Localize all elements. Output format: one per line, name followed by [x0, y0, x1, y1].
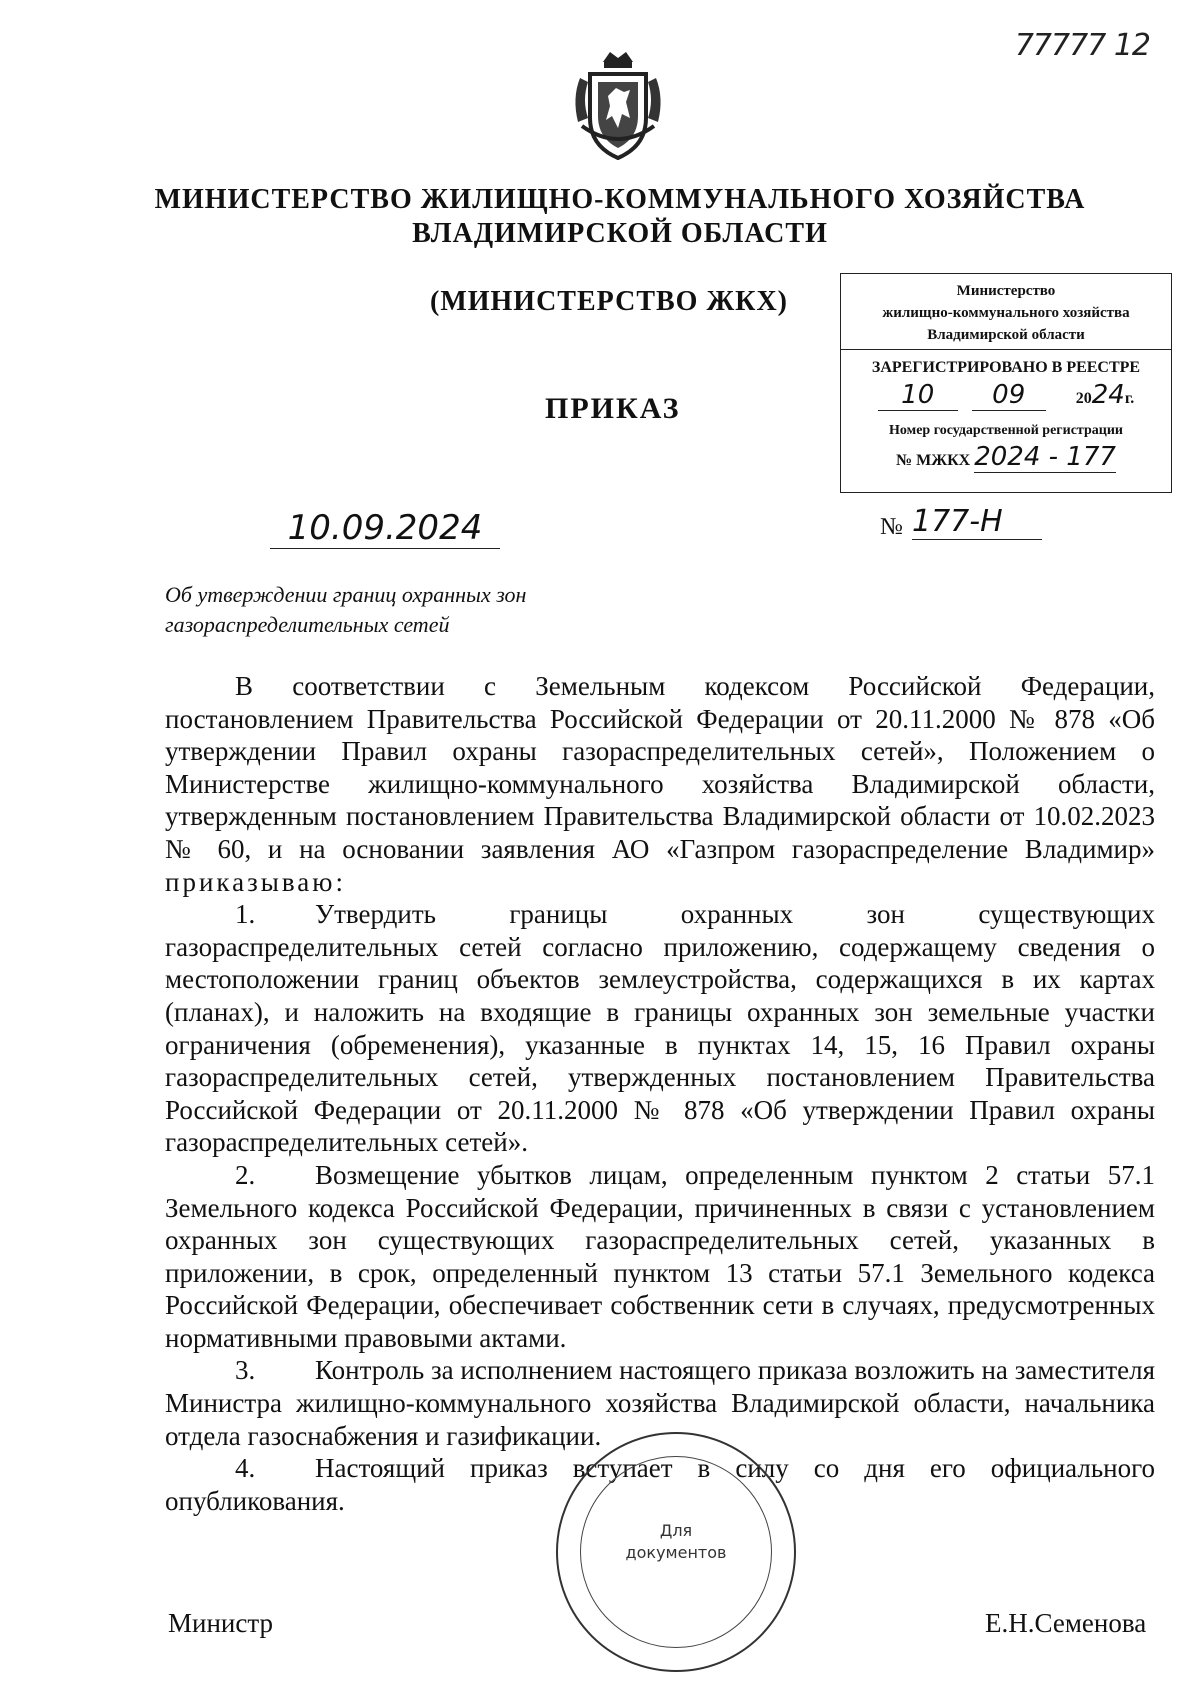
registration-org-line: Владимирской области [927, 327, 1085, 343]
order-item [165, 1159, 1155, 1355]
preamble-paragraph [165, 670, 1155, 898]
order-date: 10.09.2024 [270, 508, 500, 549]
registration-number-value: 2024 - 177 [974, 442, 1116, 472]
signer-name: Е.Н.Семенова [985, 1608, 1147, 1638]
signer-title: Министр [168, 1608, 273, 1638]
registration-number-label: Номер государственной регистрации [889, 423, 1123, 438]
order-number-label: № [880, 514, 903, 540]
registered-label: ЗАРЕГИСТРИРОВАНО В РЕЕСТРЕ [871, 359, 1141, 376]
preamble-text: В соответствии с Земельным кодексом Российской Федерации, постановлением Правительства Российской Федерации от 20.11.2000 № 878 «Об утверждении Правил охраны газораспределительных сетей», Положением о Министерстве жилищно-коммунального хозяйства Владимирской области, утвержденным постановлением Правительства Владимирской области от 10.02.2023 № 60, и на основании заявления АО «Газпром газораспределение Владимир» [165, 671, 1155, 864]
preamble-action: приказываю: [165, 866, 346, 897]
subject-line: Об утверждении границ охранных зон [165, 582, 527, 607]
order-item [165, 898, 1155, 1159]
registration-date [841, 379, 1171, 417]
registration-date-day: 10 [878, 380, 958, 411]
ministry-short-name: (МИНИСТЕРСТВО ЖКХ) [430, 286, 788, 317]
registration-date-month: 09 [972, 380, 1046, 411]
registration-number [841, 442, 1171, 472]
registration-year-suffix: 24 [1091, 380, 1125, 410]
item-text: Возмещение убытков лицам, определенным пунктом 2 статьи 57.1 Земельного кодекса Российской Федерации, причиненных в связи с установлением охранных зон существующих газораспределительных сетей, указанных в приложении, в срок, определенный пунктом 13 статьи 57.1 Земельного кодекса Российской Федерации, обеспечивает собственник сети в случаях, предусмотренных нормативными правовыми актами. [165, 1159, 1155, 1353]
item-text: Утвердить границы охранных зон существующих газораспределительных сетей согласно приложению, содержащему сведения о местоположении границ объектов землеустройства, содержащихся в их картах (планах), и наложить на входящие в границы охранных зон земельные участки ограничения (обременения), указанные в пунктах 14, 15, 16 Правил охраны газораспределительных сетей, утвержденных постановлением Правительства Российской Федерации от 20.11.2000 № 878 «Об утверждении Правил охраны газораспределительных сетей». [165, 899, 1155, 1158]
item-number: 1. [235, 899, 256, 930]
order-number: 177-Н [912, 504, 1042, 540]
ministry-title: МИНИСТЕРСТВО ЖИЛИЩНО-КОММУНАЛЬНОГО ХОЗЯЙСТВА ВЛАДИМИРСКОЙ ОБЛАСТИ [154, 184, 1086, 249]
coat-of-arms-icon [568, 48, 668, 166]
registration-stamp-box [840, 273, 1172, 493]
seal-text-line: документов [625, 1543, 727, 1562]
item-number: 2. [235, 1159, 256, 1190]
order-title: ПРИКАЗ [545, 392, 681, 425]
registration-org [841, 274, 1171, 350]
corner-handwritten-mark: 77777 12 [1014, 28, 1150, 63]
item-text: Контроль за исполнением настоящего приказа возложить на заместителя Министра жилищно-коммунального хозяйства Владимирской области, начальника отдела газоснабжения и газификации. [165, 1355, 1155, 1451]
registration-year-g: г. [1124, 390, 1135, 407]
round-seal-icon [556, 1432, 796, 1672]
registration-org-line: Министерство [956, 283, 1056, 299]
order-subject [165, 580, 665, 640]
subject-line: газораспределительных сетей [165, 612, 450, 637]
seal-text-line: Для [659, 1521, 693, 1540]
seal-text [558, 1520, 794, 1564]
registration-year-prefix: 20 [1075, 390, 1092, 407]
item-number: 4. [235, 1453, 256, 1484]
item-text: Настоящий приказ вступает в силу со дня его официального опубликования. [165, 1453, 1155, 1516]
registration-number-prefix: № МЖКХ [896, 452, 971, 469]
registration-org-line: жилищно-коммунального хозяйства [882, 305, 1130, 321]
item-number: 3. [235, 1355, 256, 1386]
order-body [165, 670, 1155, 1517]
